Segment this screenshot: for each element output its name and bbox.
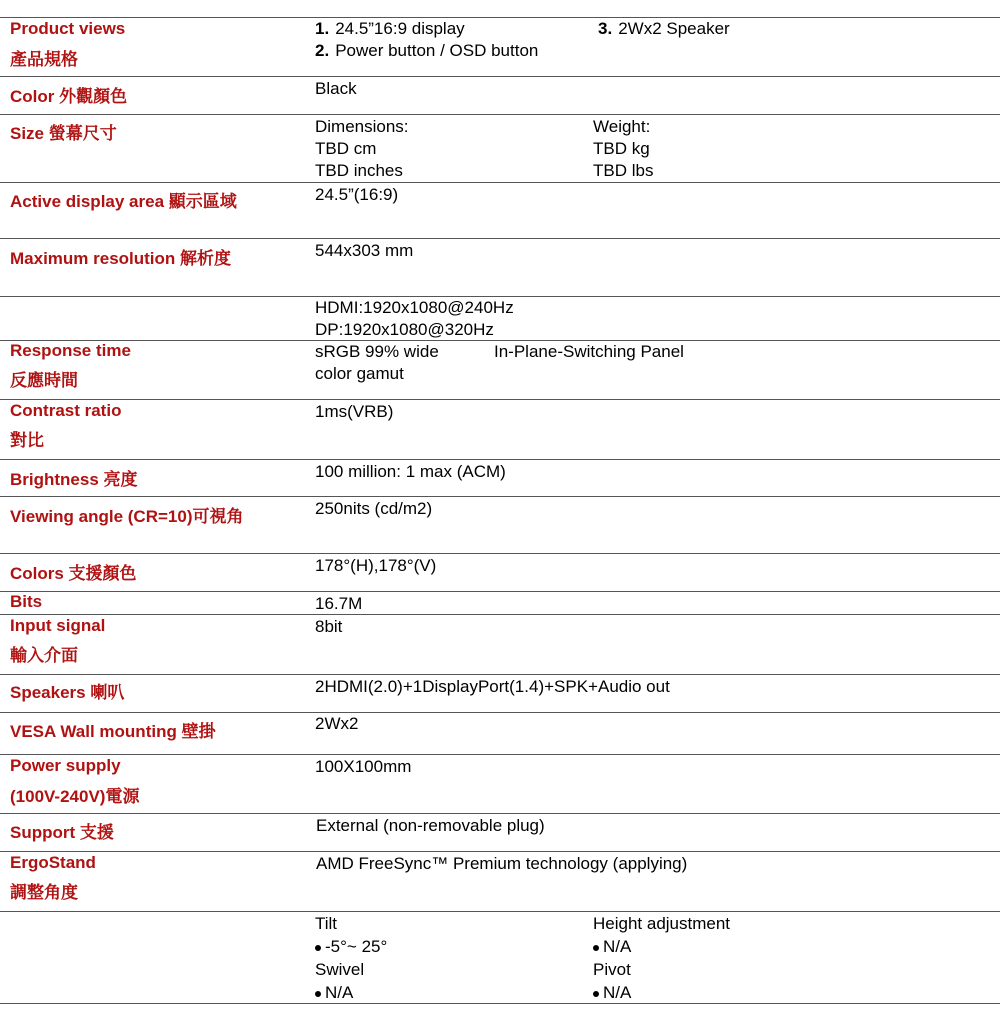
row-divider <box>0 911 1000 912</box>
label-power-supply: Power supply <box>10 756 121 775</box>
label-brightness: Brightness 亮度 <box>10 470 138 489</box>
view-item-3 <box>598 18 730 40</box>
label-color: Color 外觀顏色 <box>10 87 128 106</box>
label-active-area: Active display area 顯示區域 <box>10 192 237 211</box>
label-product-views-zh: 產品規格 <box>10 50 78 69</box>
label-support: Support 支援 <box>10 823 114 842</box>
row-divider <box>0 591 1000 592</box>
value-response-time: 1ms(VRB) <box>315 402 394 421</box>
value-color: Black <box>315 79 357 98</box>
label-contrast-zh: 對比 <box>10 431 44 450</box>
row-divider <box>0 553 1000 554</box>
label-max-resolution: Maximum resolution 解析度 <box>10 249 232 268</box>
value-swivel <box>315 982 353 1004</box>
value-weight-title: Weight: <box>593 117 651 136</box>
value-area-mm: 544x303 mm <box>315 241 414 260</box>
label-power-supply-zh: (100V-240V)電源 <box>10 787 140 806</box>
value-weight-lbs: TBD lbs <box>593 161 654 180</box>
value-support: AMD FreeSync™ Premium technology (applying) <box>316 854 688 873</box>
row-divider <box>0 851 1000 852</box>
label-ergostand: ErgoStand <box>10 853 96 872</box>
row-divider <box>0 754 1000 755</box>
value-height-range: N/A <box>603 937 632 956</box>
value-dimensions-title: Dimensions: <box>315 117 409 136</box>
bullet-icon <box>315 991 321 997</box>
row-divider <box>0 614 1000 615</box>
row-divider <box>0 17 1000 18</box>
label-colors: Colors 支援顏色 <box>10 564 137 583</box>
value-pivot-range: N/A <box>603 983 632 1002</box>
value-tilt <box>315 936 387 958</box>
value-pivot-title: Pivot <box>593 960 631 979</box>
value-vesa: 100X100mm <box>315 757 412 776</box>
row-divider <box>0 674 1000 675</box>
value-swivel-range: N/A <box>325 983 354 1002</box>
value-swivel-title: Swivel <box>315 960 365 979</box>
view-item-number: 1. <box>315 19 330 38</box>
label-speakers: Speakers 喇叭 <box>10 683 125 702</box>
label-viewing-angle: Viewing angle (CR=10)可視角 <box>10 507 244 526</box>
value-brightness: 250nits (cd/m2) <box>315 499 433 518</box>
label-product-views: Product views <box>10 19 126 38</box>
value-contrast: 100 million: 1 max (ACM) <box>315 462 506 481</box>
row-divider <box>0 496 1000 497</box>
bullet-icon <box>593 991 599 997</box>
value-input-signal: 2HDMI(2.0)+1DisplayPort(1.4)+SPK+Audio out <box>315 677 670 696</box>
label-bits: Bits <box>10 592 43 611</box>
value-height <box>593 936 631 958</box>
view-item-text: 2Wx2 Speaker <box>618 19 730 38</box>
value-dimensions-cm: TBD cm <box>315 139 377 158</box>
row-divider <box>0 1003 1000 1004</box>
value-viewing-angle: 178°(H),178°(V) <box>315 556 437 575</box>
view-item-text: Power button / OSD button <box>335 41 539 60</box>
value-speakers: 2Wx2 <box>315 714 359 733</box>
value-weight-kg: TBD kg <box>593 139 650 158</box>
label-contrast: Contrast ratio <box>10 401 122 420</box>
view-item-text: 24.5”16:9 display <box>335 19 465 38</box>
label-response-time-zh: 反應時間 <box>10 371 78 390</box>
row-divider <box>0 238 1000 239</box>
label-input-signal: Input signal <box>10 616 106 635</box>
value-height-title: Height adjustment <box>593 914 731 933</box>
value-bits: 8bit <box>315 617 343 636</box>
value-active-area: 24.5”(16:9) <box>315 185 399 204</box>
view-item-2 <box>315 40 538 62</box>
value-dp-resolution: DP:1920x1080@320Hz <box>315 320 494 339</box>
bullet-icon <box>315 945 321 951</box>
value-tilt-title: Tilt <box>315 914 338 933</box>
row-divider <box>0 182 1000 183</box>
value-dimensions-inches: TBD inches <box>315 161 403 180</box>
row-divider <box>0 76 1000 77</box>
label-vesa: VESA Wall mounting 壁掛 <box>10 722 216 741</box>
row-divider <box>0 114 1000 115</box>
row-divider <box>0 459 1000 460</box>
label-input-signal-zh: 輸入介面 <box>10 646 78 665</box>
row-divider <box>0 712 1000 713</box>
row-divider <box>0 399 1000 400</box>
bullet-icon <box>593 945 599 951</box>
value-srgb-1: sRGB 99% wide <box>315 342 439 361</box>
value-pivot <box>593 982 631 1004</box>
value-tilt-range: -5°~ 25° <box>325 937 388 956</box>
label-response-time: Response time <box>10 341 131 360</box>
value-hdmi-resolution: HDMI:1920x1080@240Hz <box>315 298 514 317</box>
row-divider <box>0 813 1000 814</box>
label-size: Size 螢幕尺寸 <box>10 124 117 143</box>
label-ergostand-zh: 調整角度 <box>10 883 78 902</box>
value-power-supply: External (non-removable plug) <box>316 816 545 835</box>
view-item-number: 3. <box>598 19 613 38</box>
value-srgb-2: color gamut <box>315 364 404 383</box>
value-panel-type: In-Plane-Switching Panel <box>494 342 684 361</box>
value-colors: 16.7M <box>315 594 363 613</box>
view-item-number: 2. <box>315 41 330 60</box>
view-item-1 <box>315 18 465 40</box>
